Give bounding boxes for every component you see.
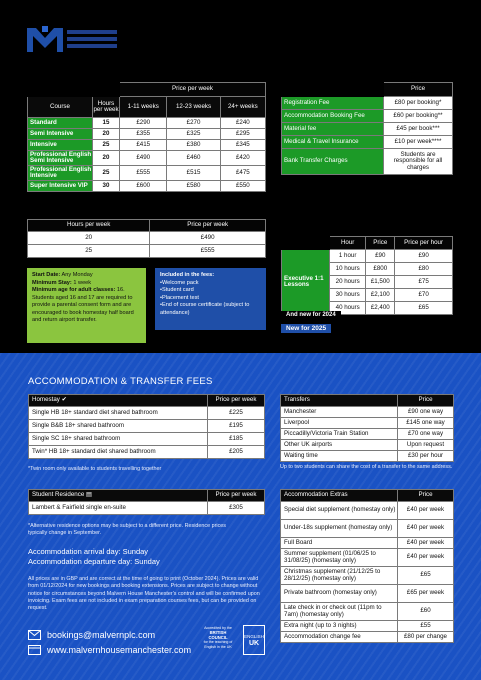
min-age-label: Minimum age for adult classes: — [32, 287, 116, 294]
extra-row — [281, 603, 454, 621]
oto-cell-1: £90 — [366, 250, 395, 263]
price-disclaimer: All prices are in GBP and are correct at the time of going to print (October 2024). Prices are valid from 01/12/2024 for new bookings and booking extensions. Prices are subject to change without notice for circumstances beyond Malvern House Manchester's control and will be confirmed upon invoicing. Exam fees are not included in exam preparation courses fees, but can be provided on request. — [28, 576, 260, 612]
transfer-cell-0: Manchester — [281, 407, 398, 418]
extra-row — [281, 502, 454, 520]
fees-price-header: Price — [384, 83, 453, 97]
included-item: • Student card — [160, 287, 261, 295]
fee-row — [282, 123, 453, 136]
tuition-cell-3: £380 — [167, 140, 220, 151]
transfer-cell-0: Liverpool — [281, 418, 398, 429]
extra-cell-1: £65 — [398, 567, 454, 585]
extra-cell-0: Summer supplement (01/06/25 to 31/08/25) (homestay only) — [281, 549, 398, 567]
homestay-table — [28, 394, 265, 459]
email-link[interactable] — [28, 630, 155, 640]
hours-header: Hours per week — [93, 97, 120, 118]
tuition-cell-4: £295 — [220, 129, 265, 140]
homestay-cell-0: Single SC 18+ shared bathroom — [29, 433, 208, 446]
oto-cell-2: £75 — [395, 276, 453, 289]
oto-cell-1: £800 — [366, 263, 395, 276]
residence-price-header: Price per week — [208, 490, 265, 502]
homestay-cell-1: £185 — [208, 433, 265, 446]
hours-row — [28, 232, 266, 245]
tuition-cell-0: Standard — [28, 118, 93, 129]
hours-cell-0: 20 — [28, 232, 150, 245]
homestay-row — [29, 420, 265, 433]
tuition-row — [28, 140, 266, 151]
fee-cell-0: Registration Fee — [282, 97, 384, 110]
price-per-week-header-2: Price per week — [150, 220, 266, 232]
fee-row — [282, 110, 453, 123]
extra-cell-0: Late check in or check out (11pm to 7am) (homestay only) — [281, 603, 398, 621]
oto-hour-header: Hour — [330, 237, 366, 250]
transfer-row — [281, 407, 454, 418]
oto-price-header: Price — [366, 237, 395, 250]
extra-cell-1: £80 per change — [398, 632, 454, 643]
residence-note: *Alternative residence options may be subject to a different price. Residence prices typically change in September. — [28, 523, 226, 537]
extra-cell-0: Christmas supplement (21/12/25 to 28/12/25) (homestay only) — [281, 567, 398, 585]
tuition-cell-1: 30 — [93, 181, 120, 192]
extra-cell-1: £40 per week — [398, 520, 454, 538]
min-age-value: 16. Students aged 16 and 17 are required to provide a parental consent form and are encouraged to book homestay half board and return airport transfer. — [32, 287, 134, 324]
extra-row — [281, 538, 454, 549]
oto-cell-2: £70 — [395, 289, 453, 302]
min-stay-value: 1 week — [73, 279, 92, 286]
oto-cell-0: 40 hours — [330, 302, 366, 315]
tuition-cell-1: 25 — [93, 166, 120, 181]
tuition-cell-2: £415 — [120, 140, 167, 151]
included-item: • End of course certificate (subject to attendance) — [160, 302, 261, 317]
tuition-cell-0: Professional English Intensive — [28, 166, 93, 181]
tuition-row — [28, 181, 266, 192]
residence-cell-1: £305 — [208, 502, 265, 515]
oto-cell-2: £80 — [395, 263, 453, 276]
transfer-row — [281, 451, 454, 462]
transfer-row — [281, 429, 454, 440]
bed-icon: ▤ — [86, 491, 92, 499]
homestay-header: Homestay ✔ — [29, 395, 208, 407]
tuition-cell-0: Professional English Semi Intensive — [28, 151, 93, 166]
tuition-cell-1: 20 — [93, 151, 120, 166]
extra-cell-0: Under-18s supplement (homestay only) — [281, 520, 398, 538]
extras-header: Accommodation Extras — [281, 490, 398, 502]
tuition-cell-4: £240 — [220, 118, 265, 129]
extra-cell-0: Private bathroom (homestay only) — [281, 585, 398, 603]
tuition-row — [28, 166, 266, 181]
oto-cell-2: £65 — [395, 302, 453, 315]
oto-cell-1: £1,500 — [366, 276, 395, 289]
transfers-price-header: Price — [398, 395, 454, 407]
extra-cell-1: £55 — [398, 621, 454, 632]
transfer-row — [281, 418, 454, 429]
start-info-box — [27, 268, 146, 343]
homestay-note: *Twin room only available to students travelling together — [28, 466, 162, 472]
new-2025-label: New for 2025 — [281, 324, 331, 333]
residence-row — [29, 502, 265, 515]
min-stay-label: Minimum Stay: — [32, 279, 72, 286]
email-text[interactable]: bookings@malvernplc.com — [47, 630, 156, 640]
oto-cell-0: 1 hour — [330, 250, 366, 263]
tuition-cell-4: £550 — [220, 181, 265, 192]
extra-cell-1: £65 per week — [398, 585, 454, 603]
british-council-badge: Accredited by the BRITISH COUNCIL for the teaching of English in the UK — [203, 626, 233, 649]
extra-row — [281, 621, 454, 632]
tuition-cell-2: £555 — [120, 166, 167, 181]
tuition-cell-3: £515 — [167, 166, 220, 181]
tuition-cell-2: £600 — [120, 181, 167, 192]
homestay-row — [29, 407, 265, 420]
fee-row — [282, 149, 453, 175]
residence-header: Student Residence ▤ — [29, 490, 208, 502]
website-link[interactable] — [28, 645, 191, 655]
tuition-cell-4: £475 — [220, 166, 265, 181]
homestay-cell-1: £205 — [208, 446, 265, 459]
transfer-cell-0: Piccadilly/Victoria Train Station — [281, 429, 398, 440]
extra-cell-1: £40 per week — [398, 502, 454, 520]
transfer-cell-1: £70 one way — [398, 429, 454, 440]
included-title: Included in the fees: — [160, 272, 215, 278]
included-item: • Placement test — [160, 295, 261, 303]
hours-cell-1: £555 — [150, 245, 266, 258]
fee-cell-1: £80 per booking* — [384, 97, 453, 110]
hours-table — [27, 219, 266, 258]
extra-cell-0: Accommodation change fee — [281, 632, 398, 643]
extras-table — [280, 489, 454, 643]
accommodation-title: ACCOMMODATION & TRANSFER FEES — [28, 376, 213, 387]
residence-table — [28, 489, 265, 515]
oto-cell-1: £2,100 — [366, 289, 395, 302]
extra-cell-0: Extra night (up to 3 nights) — [281, 621, 398, 632]
transfers-header: Transfers — [281, 395, 398, 407]
hours-cell-0: 25 — [28, 245, 150, 258]
hours-per-week-header: Hours per week — [28, 220, 150, 232]
transfers-note: Up to two students can share the cost of a transfer to the same address. — [280, 464, 453, 470]
homestay-price-header: Price per week — [208, 395, 265, 407]
transfer-cell-1: £145 one way — [398, 418, 454, 429]
tuition-cell-2: £490 — [120, 151, 167, 166]
extra-cell-1: £40 per week — [398, 549, 454, 567]
tuition-cell-4: £420 — [220, 151, 265, 166]
homestay-cell-0: Single HB 18+ standard diet shared bathroom — [29, 407, 208, 420]
fee-cell-1: £45 per book*** — [384, 123, 453, 136]
departure-day: Accommodation departure day: Sunday — [28, 557, 160, 566]
extra-row — [281, 520, 454, 538]
included-box — [155, 268, 266, 330]
arrival-day: Accommodation arrival day: Sunday — [28, 547, 149, 556]
weeks-24-header: 24+ weeks — [220, 97, 265, 118]
extras-price-header: Price — [398, 490, 454, 502]
start-date-label: Start Date: — [32, 272, 61, 278]
fee-cell-0: Material fee — [282, 123, 384, 136]
one-to-one-table — [281, 236, 453, 315]
tuition-cell-4: £345 — [220, 140, 265, 151]
transfers-table — [280, 394, 454, 462]
tuition-cell-0: Semi Intensive — [28, 129, 93, 140]
transfer-cell-0: Other UK airports — [281, 440, 398, 451]
tuition-row — [28, 151, 266, 166]
transfer-cell-0: Waiting time — [281, 451, 398, 462]
homestay-cell-0: Twin* HB 18+ standard diet shared bathroom — [29, 446, 208, 459]
oto-cell-1: £2,400 — [366, 302, 395, 315]
hours-cell-1: £490 — [150, 232, 266, 245]
fee-cell-0: Bank Transfer Charges — [282, 149, 384, 175]
english-uk-badge: ENGLISH UK — [243, 625, 265, 655]
homestay-row — [29, 446, 265, 459]
oto-cell-0: 20 hours — [330, 276, 366, 289]
tuition-cell-1: 15 — [93, 118, 120, 129]
fee-cell-1: £10 per week**** — [384, 136, 453, 149]
oto-label: Executive 1:1 Lessons — [282, 250, 330, 315]
extra-cell-1: £60 — [398, 603, 454, 621]
tuition-cell-3: £580 — [167, 181, 220, 192]
tuition-row — [28, 129, 266, 140]
tuition-cell-2: £290 — [120, 118, 167, 129]
oto-cell-0: 10 hours — [330, 263, 366, 276]
extra-cell-0: Special diet supplement (homestay only) — [281, 502, 398, 520]
price-per-week-header: Price per week — [120, 83, 266, 97]
weeks-12-23-header: 12-23 weeks — [167, 97, 220, 118]
fee-row — [282, 136, 453, 149]
residence-cell-0: Lambert & Fairfield single en-suite — [29, 502, 208, 515]
fee-cell-0: Accommodation Booking Fee — [282, 110, 384, 123]
tuition-cell-1: 20 — [93, 129, 120, 140]
fee-cell-1: £60 per booking** — [384, 110, 453, 123]
course-header: Course — [28, 97, 93, 118]
extra-fees-table — [281, 82, 453, 175]
extra-row — [281, 567, 454, 585]
website-text[interactable]: www.malvernhousemanchester.com — [47, 645, 192, 655]
oto-row — [282, 250, 453, 263]
extra-row — [281, 549, 454, 567]
tuition-cell-1: 25 — [93, 140, 120, 151]
new-2024-label: And new for 2024 — [281, 311, 341, 319]
extra-cell-1: £40 per week — [398, 538, 454, 549]
fee-cell-1: Students are responsible for all charges — [384, 149, 453, 175]
malvern-logo-icon — [27, 26, 63, 52]
oto-cell-0: 30 hours — [330, 289, 366, 302]
oto-price-hour-header: Price per hour — [395, 237, 453, 250]
email-icon — [28, 630, 41, 640]
extra-cell-0: Full Board — [281, 538, 398, 549]
hours-row — [28, 245, 266, 258]
weeks-1-11-header: 1-11 weeks — [120, 97, 167, 118]
homestay-cell-1: £195 — [208, 420, 265, 433]
tuition-cell-2: £355 — [120, 129, 167, 140]
homestay-cell-1: £225 — [208, 407, 265, 420]
website-icon — [28, 645, 41, 655]
tuition-cell-3: £325 — [167, 129, 220, 140]
transfer-cell-1: Upon request — [398, 440, 454, 451]
fee-row — [282, 97, 453, 110]
transfer-cell-1: £90 one way — [398, 407, 454, 418]
tuition-cell-0: Super Intensive VIP — [28, 181, 93, 192]
homestay-check-icon: ✔ — [61, 396, 67, 404]
logo-wordmark — [67, 30, 117, 51]
tuition-cell-0: Intensive — [28, 140, 93, 151]
homestay-row — [29, 433, 265, 446]
tuition-cell-3: £460 — [167, 151, 220, 166]
transfer-row — [281, 440, 454, 451]
tuition-row — [28, 118, 266, 129]
homestay-cell-0: Single B&B 18+ shared bathroom — [29, 420, 208, 433]
extra-row — [281, 585, 454, 603]
included-item: • Welcome pack — [160, 280, 261, 288]
extra-row — [281, 632, 454, 643]
tuition-table — [27, 82, 266, 192]
fee-cell-0: Medical & Travel Insurance — [282, 136, 384, 149]
oto-cell-2: £90 — [395, 250, 453, 263]
tuition-cell-3: £270 — [167, 118, 220, 129]
start-date-value: Any Monday — [61, 272, 93, 278]
transfer-cell-1: £30 per hour — [398, 451, 454, 462]
